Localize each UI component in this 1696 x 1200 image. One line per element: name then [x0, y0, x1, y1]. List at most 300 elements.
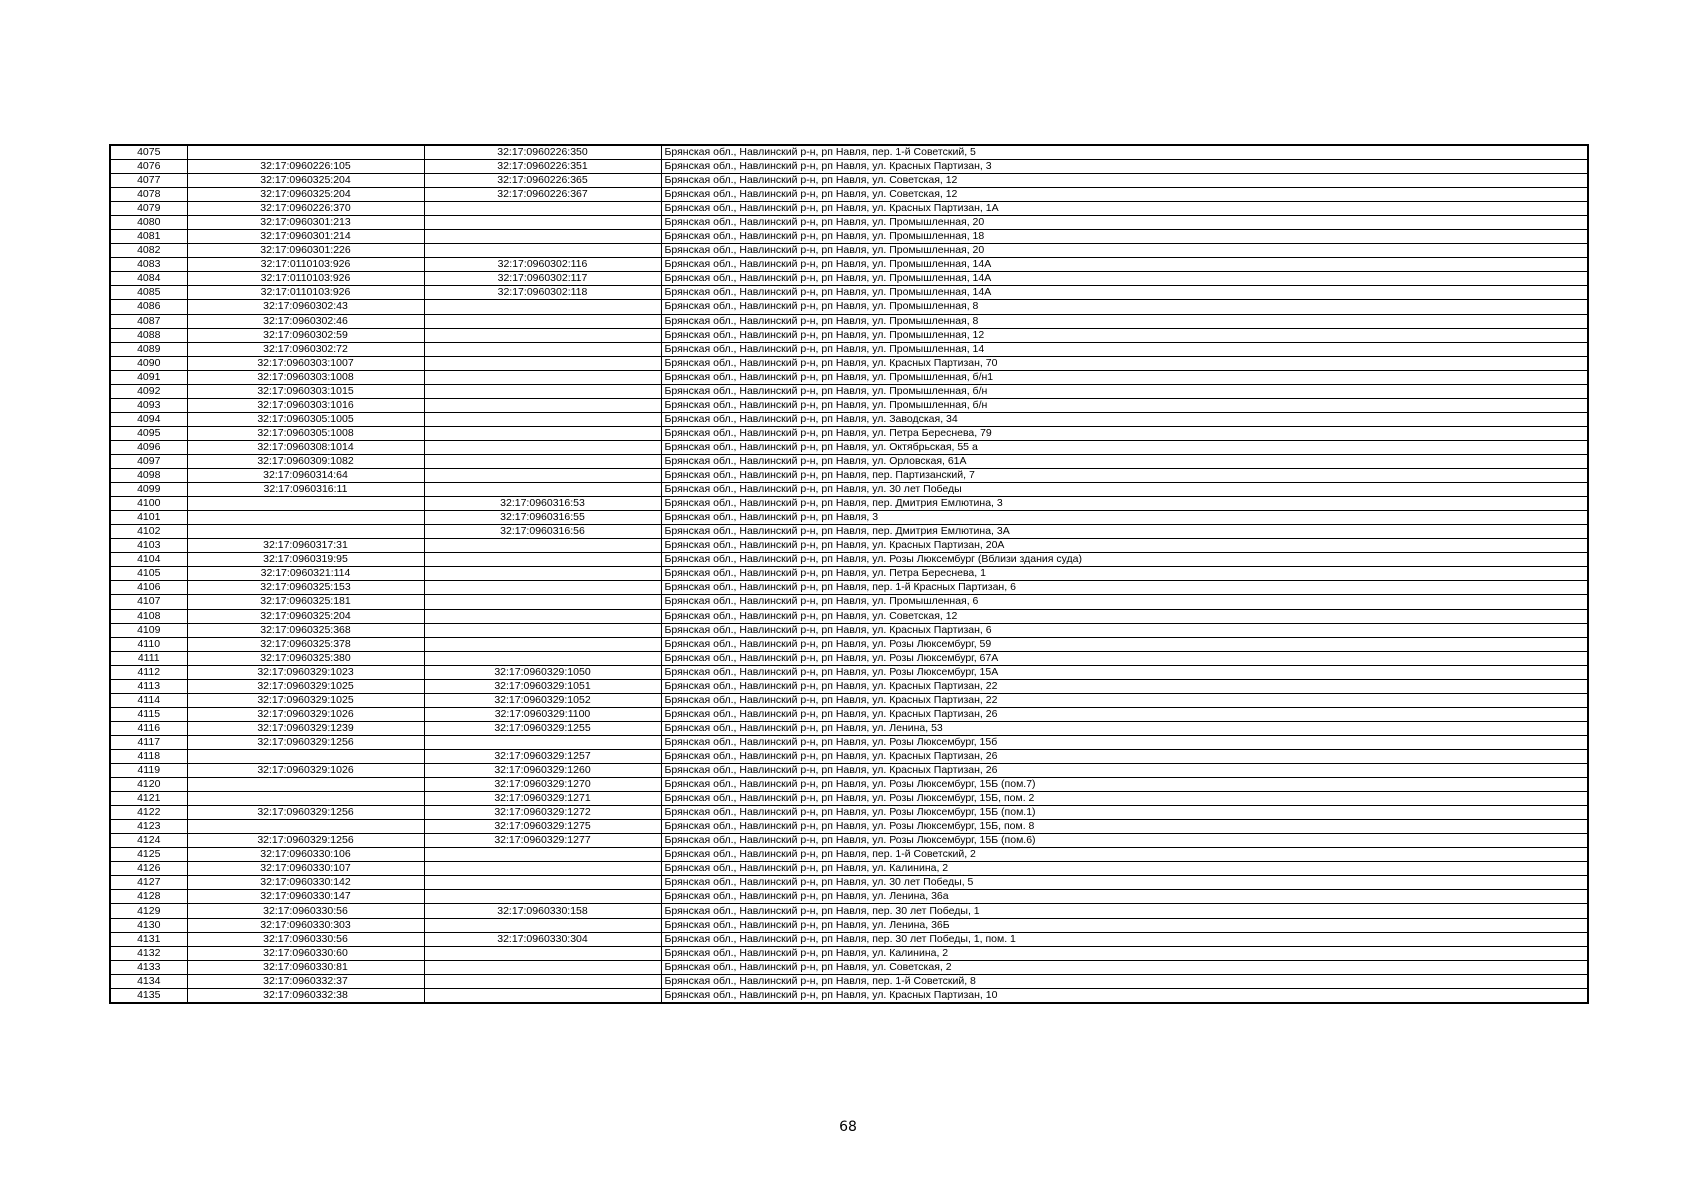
new-cadastral-number-cell: 32:17:0960329:1257: [424, 749, 661, 763]
new-cadastral-number-cell: [424, 384, 661, 398]
old-cadastral-number-cell: [187, 792, 424, 806]
row-number-cell: 4126: [110, 862, 187, 876]
table-row: [110, 862, 1588, 876]
new-cadastral-number-cell: 32:17:0960329:1270: [424, 778, 661, 792]
old-cadastral-number-cell: [187, 525, 424, 539]
address-cell: Брянская обл., Навлинский р-н, рп Навля, 3: [661, 511, 1588, 525]
new-cadastral-number-cell: [424, 735, 661, 749]
new-cadastral-number-cell: [424, 398, 661, 412]
address-cell: Брянская обл., Навлинский р-н, рп Навля, ул. Промышленная, 8: [661, 300, 1588, 314]
table-row: [110, 454, 1588, 468]
table-row: [110, 707, 1588, 721]
new-cadastral-number-cell: [424, 876, 661, 890]
row-number-cell: 4127: [110, 876, 187, 890]
row-number-cell: 4132: [110, 946, 187, 960]
row-number-cell: 4093: [110, 398, 187, 412]
new-cadastral-number-cell: 32:17:0960330:158: [424, 904, 661, 918]
table-row: [110, 440, 1588, 454]
new-cadastral-number-cell: [424, 300, 661, 314]
table-row: [110, 651, 1588, 665]
old-cadastral-number-cell: 32:17:0960319:95: [187, 553, 424, 567]
old-cadastral-number-cell: 32:17:0960305:1005: [187, 412, 424, 426]
row-number-cell: 4099: [110, 483, 187, 497]
old-cadastral-number-cell: 32:17:0960302:43: [187, 300, 424, 314]
old-cadastral-number-cell: 32:17:0960325:204: [187, 174, 424, 188]
new-cadastral-number-cell: 32:17:0960329:1052: [424, 693, 661, 707]
row-number-cell: 4106: [110, 581, 187, 595]
row-number-cell: 4124: [110, 834, 187, 848]
table-row: [110, 328, 1588, 342]
table-row: [110, 497, 1588, 511]
row-number-cell: 4117: [110, 735, 187, 749]
new-cadastral-number-cell: [424, 918, 661, 932]
address-cell: Брянская обл., Навлинский р-н, рп Навля, ул. Промышленная, б/н1: [661, 370, 1588, 384]
new-cadastral-number-cell: [424, 244, 661, 258]
address-cell: Брянская обл., Навлинский р-н, рп Навля, ул. Советская, 12: [661, 174, 1588, 188]
address-cell: Брянская обл., Навлинский р-н, рп Навля, ул. Промышленная, 6: [661, 595, 1588, 609]
table-row: [110, 876, 1588, 890]
new-cadastral-number-cell: 32:17:0960226:365: [424, 174, 661, 188]
table-row: [110, 426, 1588, 440]
table-row: [110, 974, 1588, 988]
row-number-cell: 4084: [110, 272, 187, 286]
table-row: [110, 286, 1588, 300]
row-number-cell: 4087: [110, 314, 187, 328]
address-cell: Брянская обл., Навлинский р-н, рп Навля, ул. Промышленная, 14А: [661, 286, 1588, 300]
address-cell: Брянская обл., Навлинский р-н, рп Навля, ул. Промышленная, 12: [661, 328, 1588, 342]
table-row: [110, 539, 1588, 553]
address-cell: Брянская обл., Навлинский р-н, рп Навля, ул. Розы Люксембург, 15Б (пом.7): [661, 778, 1588, 792]
row-number-cell: 4120: [110, 778, 187, 792]
new-cadastral-number-cell: 32:17:0960226:350: [424, 145, 661, 160]
old-cadastral-number-cell: [187, 820, 424, 834]
table-row: [110, 834, 1588, 848]
row-number-cell: 4116: [110, 721, 187, 735]
table-row: [110, 721, 1588, 735]
address-cell: Брянская обл., Навлинский р-н, рп Навля, ул. Розы Люксембург, 15Б, пом. 8: [661, 820, 1588, 834]
address-cell: Брянская обл., Навлинский р-н, рп Навля, ул. Петра Береснева, 1: [661, 567, 1588, 581]
old-cadastral-number-cell: 32:17:0960330:106: [187, 848, 424, 862]
new-cadastral-number-cell: [424, 890, 661, 904]
address-cell: Брянская обл., Навлинский р-н, рп Навля, пер. 1-й Советский, 2: [661, 848, 1588, 862]
old-cadastral-number-cell: [187, 511, 424, 525]
old-cadastral-number-cell: 32:17:0110103:926: [187, 286, 424, 300]
table-row: [110, 258, 1588, 272]
row-number-cell: 4115: [110, 707, 187, 721]
table-row: [110, 384, 1588, 398]
row-number-cell: 4098: [110, 469, 187, 483]
address-cell: Брянская обл., Навлинский р-н, рп Навля, ул. Заводская, 34: [661, 412, 1588, 426]
address-cell: Брянская обл., Навлинский р-н, рп Навля, ул. Красных Партизан, 3: [661, 160, 1588, 174]
old-cadastral-number-cell: 32:17:0960302:72: [187, 342, 424, 356]
row-number-cell: 4081: [110, 230, 187, 244]
new-cadastral-number-cell: [424, 623, 661, 637]
old-cadastral-number-cell: 32:17:0960303:1007: [187, 356, 424, 370]
new-cadastral-number-cell: [424, 469, 661, 483]
table-row: [110, 525, 1588, 539]
new-cadastral-number-cell: [424, 454, 661, 468]
address-cell: Брянская обл., Навлинский р-н, рп Навля, пер. 1-й Советский, 8: [661, 974, 1588, 988]
row-number-cell: 4079: [110, 202, 187, 216]
row-number-cell: 4078: [110, 188, 187, 202]
table-row: [110, 398, 1588, 412]
row-number-cell: 4100: [110, 497, 187, 511]
address-cell: Брянская обл., Навлинский р-н, рп Навля, ул. Красных Партизан, 1А: [661, 202, 1588, 216]
table-row: [110, 904, 1588, 918]
old-cadastral-number-cell: 32:17:0960325:204: [187, 609, 424, 623]
old-cadastral-number-cell: [187, 749, 424, 763]
old-cadastral-number-cell: 32:17:0960302:46: [187, 314, 424, 328]
old-cadastral-number-cell: 32:17:0960301:226: [187, 244, 424, 258]
table-row: [110, 792, 1588, 806]
row-number-cell: 4102: [110, 525, 187, 539]
address-cell: Брянская обл., Навлинский р-н, рп Навля, ул. Ленина, 53: [661, 721, 1588, 735]
row-number-cell: 4090: [110, 356, 187, 370]
row-number-cell: 4082: [110, 244, 187, 258]
table-row: [110, 806, 1588, 820]
table-row: [110, 960, 1588, 974]
old-cadastral-number-cell: 32:17:0960302:59: [187, 328, 424, 342]
old-cadastral-number-cell: 32:17:0960325:181: [187, 595, 424, 609]
row-number-cell: 4118: [110, 749, 187, 763]
table-row: [110, 623, 1588, 637]
address-cell: Брянская обл., Навлинский р-н, рп Навля, ул. Красных Партизан, 22: [661, 693, 1588, 707]
old-cadastral-number-cell: 32:17:0960330:56: [187, 932, 424, 946]
row-number-cell: 4129: [110, 904, 187, 918]
new-cadastral-number-cell: [424, 567, 661, 581]
row-number-cell: 4113: [110, 679, 187, 693]
row-number-cell: 4122: [110, 806, 187, 820]
old-cadastral-number-cell: [187, 145, 424, 160]
new-cadastral-number-cell: [424, 637, 661, 651]
address-cell: Брянская обл., Навлинский р-н, рп Навля, ул. Красных Партизан, 10: [661, 988, 1588, 1003]
address-cell: Брянская обл., Навлинский р-н, рп Навля, ул. Октябрьская, 55 а: [661, 440, 1588, 454]
address-cell: Брянская обл., Навлинский р-н, рп Навля, ул. Красных Партизан, 26: [661, 764, 1588, 778]
old-cadastral-number-cell: 32:17:0960303:1008: [187, 370, 424, 384]
address-cell: Брянская обл., Навлинский р-н, рп Навля, ул. Розы Люксембург, 15Б (пом.1): [661, 806, 1588, 820]
row-number-cell: 4077: [110, 174, 187, 188]
new-cadastral-number-cell: 32:17:0960226:367: [424, 188, 661, 202]
row-number-cell: 4131: [110, 932, 187, 946]
table-row: [110, 918, 1588, 932]
address-cell: Брянская обл., Навлинский р-н, рп Навля, пер. Дмитрия Емлютина, 3: [661, 497, 1588, 511]
table-row: [110, 342, 1588, 356]
address-cell: Брянская обл., Навлинский р-н, рп Навля, ул. Промышленная, б/н: [661, 384, 1588, 398]
table-row: [110, 314, 1588, 328]
table-row: [110, 679, 1588, 693]
old-cadastral-number-cell: [187, 497, 424, 511]
row-number-cell: 4089: [110, 342, 187, 356]
row-number-cell: 4080: [110, 216, 187, 230]
old-cadastral-number-cell: 32:17:0960330:303: [187, 918, 424, 932]
old-cadastral-number-cell: 32:17:0960329:1023: [187, 665, 424, 679]
old-cadastral-number-cell: 32:17:0960317:31: [187, 539, 424, 553]
old-cadastral-number-cell: 32:17:0960321:114: [187, 567, 424, 581]
row-number-cell: 4134: [110, 974, 187, 988]
address-cell: Брянская обл., Навлинский р-н, рп Навля, ул. Советская, 2: [661, 960, 1588, 974]
table-row: [110, 145, 1588, 160]
table-row: [110, 595, 1588, 609]
row-number-cell: 4094: [110, 412, 187, 426]
new-cadastral-number-cell: 32:17:0960302:116: [424, 258, 661, 272]
old-cadastral-number-cell: 32:17:0960330:56: [187, 904, 424, 918]
address-cell: Брянская обл., Навлинский р-н, рп Навля, ул. Красных Партизан, 20А: [661, 539, 1588, 553]
old-cadastral-number-cell: 32:17:0960305:1008: [187, 426, 424, 440]
address-cell: Брянская обл., Навлинский р-н, рп Навля, ул. Промышленная, 14: [661, 342, 1588, 356]
old-cadastral-number-cell: 32:17:0960330:107: [187, 862, 424, 876]
table-row: [110, 735, 1588, 749]
table-row: [110, 665, 1588, 679]
new-cadastral-number-cell: 32:17:0960316:55: [424, 511, 661, 525]
address-cell: Брянская обл., Навлинский р-н, рп Навля, ул. Советская, 12: [661, 188, 1588, 202]
new-cadastral-number-cell: 32:17:0960316:53: [424, 497, 661, 511]
new-cadastral-number-cell: [424, 328, 661, 342]
old-cadastral-number-cell: 32:17:0960329:1025: [187, 693, 424, 707]
address-cell: Брянская обл., Навлинский р-н, рп Навля, ул. Красных Партизан, 70: [661, 356, 1588, 370]
new-cadastral-number-cell: [424, 988, 661, 1003]
table-row: [110, 160, 1588, 174]
address-cell: Брянская обл., Навлинский р-н, рп Навля, ул. Калинина, 2: [661, 862, 1588, 876]
old-cadastral-number-cell: 32:17:0960332:37: [187, 974, 424, 988]
new-cadastral-number-cell: 32:17:0960330:304: [424, 932, 661, 946]
new-cadastral-number-cell: 32:17:0960329:1271: [424, 792, 661, 806]
new-cadastral-number-cell: [424, 216, 661, 230]
old-cadastral-number-cell: 32:17:0960226:370: [187, 202, 424, 216]
table-row: [110, 764, 1588, 778]
table-row: [110, 272, 1588, 286]
table-row: [110, 567, 1588, 581]
address-cell: Брянская обл., Навлинский р-н, рп Навля, ул. Промышленная, 20: [661, 244, 1588, 258]
address-cell: Брянская обл., Навлинский р-н, рп Навля, ул. Ленина, 36а: [661, 890, 1588, 904]
address-cell: Брянская обл., Навлинский р-н, рп Навля, пер. 30 лет Победы, 1: [661, 904, 1588, 918]
row-number-cell: 4097: [110, 454, 187, 468]
row-number-cell: 4135: [110, 988, 187, 1003]
old-cadastral-number-cell: 32:17:0960325:368: [187, 623, 424, 637]
row-number-cell: 4101: [110, 511, 187, 525]
table-row: [110, 581, 1588, 595]
new-cadastral-number-cell: [424, 412, 661, 426]
address-cell: Брянская обл., Навлинский р-н, рп Навля, ул. Розы Люксембург, 59: [661, 637, 1588, 651]
new-cadastral-number-cell: [424, 342, 661, 356]
new-cadastral-number-cell: [424, 946, 661, 960]
address-cell: Брянская обл., Навлинский р-н, рп Навля, пер. Партизанский, 7: [661, 469, 1588, 483]
old-cadastral-number-cell: 32:17:0960329:1239: [187, 721, 424, 735]
table-row: [110, 188, 1588, 202]
row-number-cell: 4083: [110, 258, 187, 272]
table-row: [110, 230, 1588, 244]
new-cadastral-number-cell: [424, 426, 661, 440]
row-number-cell: 4133: [110, 960, 187, 974]
table-row: [110, 609, 1588, 623]
new-cadastral-number-cell: 32:17:0960329:1050: [424, 665, 661, 679]
new-cadastral-number-cell: [424, 609, 661, 623]
data-table: [109, 144, 1589, 1004]
old-cadastral-number-cell: 32:17:0960329:1256: [187, 834, 424, 848]
table-row: [110, 300, 1588, 314]
row-number-cell: 4130: [110, 918, 187, 932]
table-row: [110, 469, 1588, 483]
old-cadastral-number-cell: 32:17:0110103:926: [187, 258, 424, 272]
new-cadastral-number-cell: [424, 581, 661, 595]
table-row: [110, 174, 1588, 188]
address-cell: Брянская обл., Навлинский р-н, рп Навля, ул. Красных Партизан, 26: [661, 707, 1588, 721]
old-cadastral-number-cell: 32:17:0960303:1016: [187, 398, 424, 412]
row-number-cell: 4125: [110, 848, 187, 862]
old-cadastral-number-cell: 32:17:0960325:380: [187, 651, 424, 665]
new-cadastral-number-cell: [424, 539, 661, 553]
row-number-cell: 4076: [110, 160, 187, 174]
row-number-cell: 4104: [110, 553, 187, 567]
old-cadastral-number-cell: 32:17:0110103:926: [187, 272, 424, 286]
address-cell: Брянская обл., Навлинский р-н, рп Навля, ул. Розы Люксембург, 15А: [661, 665, 1588, 679]
row-number-cell: 4121: [110, 792, 187, 806]
new-cadastral-number-cell: [424, 356, 661, 370]
old-cadastral-number-cell: 32:17:0960303:1015: [187, 384, 424, 398]
old-cadastral-number-cell: 32:17:0960325:378: [187, 637, 424, 651]
row-number-cell: 4096: [110, 440, 187, 454]
new-cadastral-number-cell: [424, 848, 661, 862]
new-cadastral-number-cell: 32:17:0960329:1277: [424, 834, 661, 848]
address-cell: Брянская обл., Навлинский р-н, рп Навля, ул. Промышленная, 18: [661, 230, 1588, 244]
new-cadastral-number-cell: 32:17:0960302:118: [424, 286, 661, 300]
old-cadastral-number-cell: 32:17:0960330:81: [187, 960, 424, 974]
row-number-cell: 4110: [110, 637, 187, 651]
table-row: [110, 693, 1588, 707]
new-cadastral-number-cell: 32:17:0960316:56: [424, 525, 661, 539]
new-cadastral-number-cell: 32:17:0960329:1272: [424, 806, 661, 820]
old-cadastral-number-cell: 32:17:0960329:1256: [187, 735, 424, 749]
old-cadastral-number-cell: 32:17:0960330:60: [187, 946, 424, 960]
row-number-cell: 4075: [110, 145, 187, 160]
table-row: [110, 946, 1588, 960]
table-row: [110, 202, 1588, 216]
row-number-cell: 4111: [110, 651, 187, 665]
new-cadastral-number-cell: [424, 202, 661, 216]
address-cell: Брянская обл., Навлинский р-н, рп Навля, пер. 1-й Красных Партизан, 6: [661, 581, 1588, 595]
new-cadastral-number-cell: 32:17:0960329:1255: [424, 721, 661, 735]
table-row: [110, 553, 1588, 567]
old-cadastral-number-cell: 32:17:0960301:214: [187, 230, 424, 244]
new-cadastral-number-cell: 32:17:0960329:1100: [424, 707, 661, 721]
old-cadastral-number-cell: 32:17:0960329:1026: [187, 707, 424, 721]
row-number-cell: 4088: [110, 328, 187, 342]
address-cell: Брянская обл., Навлинский р-н, рп Навля, ул. Промышленная, 14А: [661, 258, 1588, 272]
row-number-cell: 4112: [110, 665, 187, 679]
address-cell: Брянская обл., Навлинский р-н, рп Навля, ул. 30 лет Победы, 5: [661, 876, 1588, 890]
address-cell: Брянская обл., Навлинский р-н, рп Навля, ул. Петра Береснева, 79: [661, 426, 1588, 440]
new-cadastral-number-cell: 32:17:0960302:117: [424, 272, 661, 286]
page-number: 68: [839, 1119, 857, 1135]
row-number-cell: 4128: [110, 890, 187, 904]
old-cadastral-number-cell: 32:17:0960329:1026: [187, 764, 424, 778]
address-cell: Брянская обл., Навлинский р-н, рп Навля, ул. Калинина, 2: [661, 946, 1588, 960]
new-cadastral-number-cell: [424, 862, 661, 876]
old-cadastral-number-cell: [187, 778, 424, 792]
new-cadastral-number-cell: 32:17:0960226:351: [424, 160, 661, 174]
table-row: [110, 216, 1588, 230]
row-number-cell: 4107: [110, 595, 187, 609]
table-row: [110, 988, 1588, 1003]
table-row: [110, 637, 1588, 651]
row-number-cell: 4103: [110, 539, 187, 553]
new-cadastral-number-cell: [424, 595, 661, 609]
address-cell: Брянская обл., Навлинский р-н, рп Навля, пер. Дмитрия Емлютина, 3А: [661, 525, 1588, 539]
row-number-cell: 4105: [110, 567, 187, 581]
address-cell: Брянская обл., Навлинский р-н, рп Навля, ул. Советская, 12: [661, 609, 1588, 623]
new-cadastral-number-cell: 32:17:0960329:1275: [424, 820, 661, 834]
address-cell: Брянская обл., Навлинский р-н, рп Навля, ул. Промышленная, 14А: [661, 272, 1588, 286]
address-cell: Брянская обл., Навлинский р-н, рп Навля, ул. Орловская, 61А: [661, 454, 1588, 468]
new-cadastral-number-cell: [424, 651, 661, 665]
new-cadastral-number-cell: 32:17:0960329:1260: [424, 764, 661, 778]
address-cell: Брянская обл., Навлинский р-н, рп Навля, ул. Промышленная, б/н: [661, 398, 1588, 412]
address-cell: Брянская обл., Навлинский р-н, рп Навля, ул. Розы Люксембург, 15Б, пом. 2: [661, 792, 1588, 806]
old-cadastral-number-cell: 32:17:0960330:147: [187, 890, 424, 904]
old-cadastral-number-cell: 32:17:0960308:1014: [187, 440, 424, 454]
table-row: [110, 511, 1588, 525]
old-cadastral-number-cell: 32:17:0960309:1082: [187, 454, 424, 468]
old-cadastral-number-cell: 32:17:0960314:64: [187, 469, 424, 483]
address-cell: Брянская обл., Навлинский р-н, рп Навля, ул. Красных Партизан, 6: [661, 623, 1588, 637]
row-number-cell: 4085: [110, 286, 187, 300]
new-cadastral-number-cell: [424, 553, 661, 567]
row-number-cell: 4114: [110, 693, 187, 707]
old-cadastral-number-cell: 32:17:0960329:1256: [187, 806, 424, 820]
address-cell: Брянская обл., Навлинский р-н, рп Навля, пер. 30 лет Победы, 1, пом. 1: [661, 932, 1588, 946]
address-cell: Брянская обл., Навлинский р-н, рп Навля, ул. Промышленная, 20: [661, 216, 1588, 230]
table-row: [110, 356, 1588, 370]
row-number-cell: 4119: [110, 764, 187, 778]
address-cell: Брянская обл., Навлинский р-н, рп Навля, ул. Красных Партизан, 22: [661, 679, 1588, 693]
row-number-cell: 4109: [110, 623, 187, 637]
table-body: [110, 145, 1588, 1003]
table-row: [110, 848, 1588, 862]
row-number-cell: 4092: [110, 384, 187, 398]
old-cadastral-number-cell: 32:17:0960332:38: [187, 988, 424, 1003]
row-number-cell: 4086: [110, 300, 187, 314]
new-cadastral-number-cell: [424, 440, 661, 454]
old-cadastral-number-cell: 32:17:0960325:204: [187, 188, 424, 202]
address-cell: Брянская обл., Навлинский р-н, рп Навля, ул. Красных Партизан, 26: [661, 749, 1588, 763]
address-cell: Брянская обл., Навлинский р-н, рп Навля, ул. Розы Люксембург, 67А: [661, 651, 1588, 665]
new-cadastral-number-cell: 32:17:0960329:1051: [424, 679, 661, 693]
old-cadastral-number-cell: 32:17:0960329:1025: [187, 679, 424, 693]
row-number-cell: 4108: [110, 609, 187, 623]
old-cadastral-number-cell: 32:17:0960330:142: [187, 876, 424, 890]
old-cadastral-number-cell: 32:17:0960226:105: [187, 160, 424, 174]
new-cadastral-number-cell: [424, 974, 661, 988]
row-number-cell: 4091: [110, 370, 187, 384]
new-cadastral-number-cell: [424, 230, 661, 244]
row-number-cell: 4095: [110, 426, 187, 440]
table-row: [110, 778, 1588, 792]
table-row: [110, 244, 1588, 258]
address-cell: Брянская обл., Навлинский р-н, рп Навля, ул. Розы Люксембург, 15б: [661, 735, 1588, 749]
table-row: [110, 890, 1588, 904]
new-cadastral-number-cell: [424, 314, 661, 328]
address-cell: Брянская обл., Навлинский р-н, рп Навля, ул. Розы Люксембург (Вблизи здания суда): [661, 553, 1588, 567]
table-row: [110, 749, 1588, 763]
address-cell: Брянская обл., Навлинский р-н, рп Навля, ул. Розы Люксембург, 15Б (пом.6): [661, 834, 1588, 848]
new-cadastral-number-cell: [424, 960, 661, 974]
address-cell: Брянская обл., Навлинский р-н, рп Навля, пер. 1-й Советский, 5: [661, 145, 1588, 160]
old-cadastral-number-cell: 32:17:0960316:11: [187, 483, 424, 497]
row-number-cell: 4123: [110, 820, 187, 834]
table-row: [110, 412, 1588, 426]
table-row: [110, 483, 1588, 497]
new-cadastral-number-cell: [424, 370, 661, 384]
address-cell: Брянская обл., Навлинский р-н, рп Навля, ул. Ленина, 36Б: [661, 918, 1588, 932]
